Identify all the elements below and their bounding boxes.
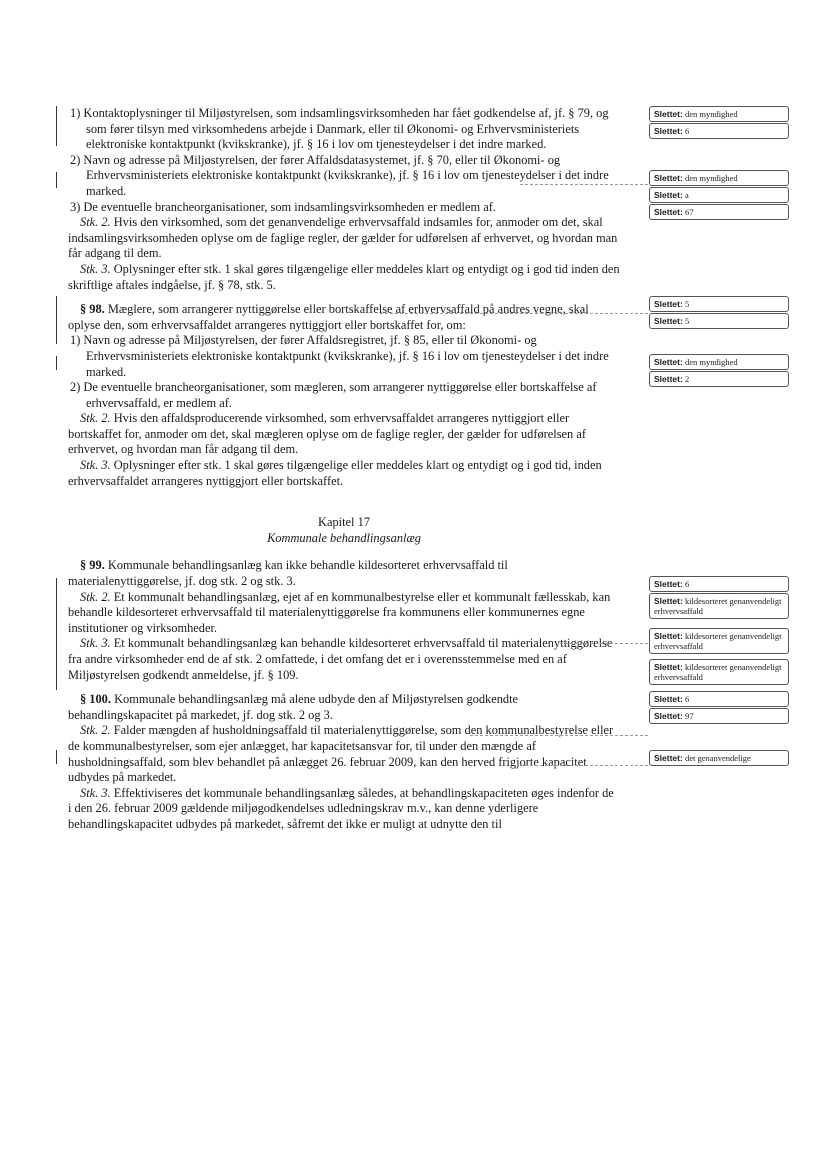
paragraph-text: Kommunale behandlingsanlæg kan ikke behandle kildesorteret erhvervsaffald til materialenyttiggørelse, jf. dog stk. 2 og stk. 3. — [68, 558, 508, 589]
deleted-comment[interactable] — [649, 204, 789, 220]
change-bar — [56, 106, 57, 146]
change-bar — [56, 172, 57, 188]
comment-label: Slettet: — [654, 753, 683, 763]
paragraph — [68, 786, 620, 833]
stk-label: Stk. 3. — [80, 636, 111, 651]
paragraph-text: Falder mængden af husholdningsaffald til materialenyttiggørelse, som den kommunalbestyrelse eller de kommunalbestyrelser, som ejer anlægget, har kapacitetsansvar for, til under den mængde af husholdningsaffald, som blev behandlet på anlægget 26. februar 2009, kan den herved frigjorte kapacitet udbydes på markedet. — [68, 723, 614, 785]
comment-leader — [380, 313, 648, 314]
section-paragraph — [68, 558, 620, 589]
section-number: § 100. — [80, 692, 111, 707]
comment-text: 6 — [684, 694, 690, 704]
comment-text: 67 — [684, 207, 694, 217]
deleted-comment[interactable] — [649, 691, 789, 707]
list-item: 2) Navn og adresse på Miljøstyrelsen, der fører Affaldsdatasystemet, jf. § 70, eller til Økonomi- og Erhvervsministeriets elektroniske kontaktpunkt (kvikskranke), jf. § 16 i lov om tjenesteydelser i det indre marked. — [70, 152, 609, 198]
comment-leader — [520, 765, 648, 766]
change-bar — [56, 296, 57, 344]
comment-label: Slettet: — [654, 711, 683, 721]
paragraph-text: Oplysninger efter stk. 1 skal gøres tilgængelige eller meddeles klart og entydigt og i god tid, inden erhvervsaffaldet arrangeres nyttiggjort eller bortskaffet. — [68, 458, 602, 488]
list-item: 2) De eventuelle brancheorganisationer, som mægleren, som arrangerer nyttiggørelse eller bortskaffelse af erhvervsaffald, er medlem af. — [70, 380, 597, 410]
paragraph — [68, 590, 620, 637]
stk-label: Stk. 3. — [80, 458, 111, 473]
paragraph-text: Et kommunalt behandlingsanlæg, ejet af en kommunalbestyrelse eller et kommunalt fællesskab, kan behandle kildesorteret erhvervsaffald til materialenyttiggørelse fra kommunens eller kommunernes egne institutioner og virksomheder. — [68, 589, 611, 635]
comment-label: Slettet: — [654, 207, 683, 217]
comment-text: 97 — [684, 711, 694, 721]
comment-label: Slettet: — [654, 694, 683, 704]
comment-text: kildesorteret genanvendeligt erhvervsaffald — [654, 631, 782, 651]
list-item: 3) De eventuelle brancheorganisationer, som indsamlingsvirksomheden er medlem af. — [70, 199, 496, 214]
deleted-comment[interactable] — [649, 296, 789, 312]
deleted-comment[interactable] — [649, 371, 789, 387]
comment-label: Slettet: — [654, 357, 683, 367]
document-body — [68, 106, 620, 833]
list-item: 1) Navn og adresse på Miljøstyrelsen, der fører Affaldsregistret, jf. § 85, eller til Økonomi- og Erhvervsministeriets elektroniske kontaktpunkt (kvikskranke), jf. § 16 i lov om tjenesteydelser i det indre marked. — [70, 333, 609, 379]
deleted-comment[interactable] — [649, 106, 789, 122]
comment-label: Slettet: — [654, 596, 683, 606]
comment-label: Slettet: — [654, 299, 683, 309]
paragraph — [68, 411, 620, 458]
chapter-subtitle: Kommunale behandlingsanlæg — [267, 530, 421, 545]
comment-leader — [470, 735, 648, 736]
change-bar — [56, 578, 57, 690]
comment-text: den myndighed — [684, 109, 738, 119]
deleted-comment[interactable] — [649, 576, 789, 592]
paragraph — [68, 636, 620, 683]
comment-text: 6 — [684, 579, 690, 589]
comment-leader — [560, 643, 648, 644]
comment-text: a — [684, 190, 689, 200]
paragraph — [68, 723, 620, 785]
comment-text: 5 — [684, 299, 690, 309]
paragraph-text: Kommunale behandlingsanlæg må alene udbyde den af Miljøstyrelsen godkendte behandlingskapacitet på markedet, jf. dog stk. 2 og 3. — [68, 692, 519, 722]
comment-leader — [520, 184, 648, 185]
comment-text: den myndighed — [684, 357, 738, 367]
deleted-comment[interactable] — [649, 628, 789, 654]
deleted-comment[interactable] — [649, 708, 789, 724]
comment-label: Slettet: — [654, 126, 683, 136]
comment-text: 6 — [684, 126, 690, 136]
paragraph-text: Effektiviseres det kommunale behandlingsanlæg således, at behandlingskapaciteten øges indenfor de i den 26. februar 2009 gældende miljøgodkendelses udledningskrav m.v., kan denne yderligere behandlingskapacitet udbydes på markedet, såfremt det ikke er muligt at udnytte den til — [68, 785, 614, 831]
paragraph-text: Oplysninger efter stk. 1 skal gøres tilgængelige eller meddeles klart og entydigt og i god tid inden den skriftlige aftales indgåelse, jf. § 78, stk. 5. — [68, 261, 620, 292]
stk-label: Stk. 2. — [80, 723, 111, 738]
comment-label: Slettet: — [654, 662, 683, 672]
paragraph-text: Mæglere, som arrangerer nyttiggørelse eller bortskaffelse af erhvervsaffald på andres vegne, skal oplyse den, som erhvervsaffaldet arrangeres nyttiggjort eller bortskaffet for, om: — [68, 302, 589, 332]
deleted-comment[interactable] — [649, 659, 789, 685]
section-paragraph — [68, 692, 620, 723]
comment-text: den myndighed — [684, 173, 738, 183]
deleted-comment[interactable] — [649, 187, 789, 203]
comment-text: kildesorteret genanvendeligt erhvervsaffald — [654, 662, 782, 682]
paragraph-text: Hvis den affaldsproducerende virksomhed, som erhvervsaffaldet arrangeres nyttiggjort eller bortskaffet for, anmoder om det, skal mægleren oplyse om de faglige regler, der gælder for udførelsen af erhvervet, og hvordan man får adgang til dem. — [68, 411, 586, 457]
paragraph-text: Et kommunalt behandlingsanlæg kan behandle kildesorteret erhvervsaffald til materialenyttiggørelse fra andre virksomheder end de af stk. 2 omfattede, i det omfang det er i overensstemmelse med en af Miljøstyrelsen godkendt anmeldelse, jf. § 109. — [68, 636, 613, 682]
deleted-comment[interactable] — [649, 170, 789, 186]
paragraph — [68, 215, 620, 262]
chapter-title: Kapitel 17 — [318, 515, 370, 530]
change-bar — [56, 356, 57, 370]
comment-label: Slettet: — [654, 190, 683, 200]
deleted-comment[interactable] — [649, 750, 789, 766]
stk-label: Stk. 3. — [80, 261, 111, 276]
comment-label: Slettet: — [654, 316, 683, 326]
section-paragraph — [68, 302, 620, 333]
comment-label: Slettet: — [654, 173, 683, 183]
section-number: § 98. — [80, 302, 105, 317]
stk-label: Stk. 2. — [80, 215, 111, 230]
paragraph-text: Hvis den virksomhed, som det genanvendelige erhvervsaffald indsamles for, anmoder om det, skal indsamlingsvirksomheden oplyse om de faglige regler, der gælder for udførelsen af erhvervet, og hvordan man får adgang til dem. — [68, 215, 618, 261]
stk-label: Stk. 2. — [80, 589, 111, 604]
list-item: 1) Kontaktoplysninger til Miljøstyrelsen, som indsamlingsvirksomheden har fået godkendelse af, jf. § 79, og som fører tilsyn med virksomhedens arbejde i Danmark, eller til Økonomi- og Erhvervsministeriets elektroniske kontaktpunkt (kvikskranke), jf. § 16 i lov om tjenesteydelser i det indre marked. — [70, 106, 609, 152]
stk-label: Stk. 2. — [80, 411, 111, 426]
comment-label: Slettet: — [654, 631, 683, 641]
deleted-comment[interactable] — [649, 123, 789, 139]
comment-text: 5 — [684, 316, 690, 326]
deleted-comment[interactable] — [649, 354, 789, 370]
change-bar — [56, 750, 57, 764]
stk-label: Stk. 3. — [80, 785, 111, 800]
paragraph — [68, 262, 620, 293]
deleted-comment[interactable] — [649, 593, 789, 619]
deleted-comment[interactable] — [649, 313, 789, 329]
comment-label: Slettet: — [654, 579, 683, 589]
comment-text: det genanvendelige — [684, 753, 751, 763]
comment-text: kildesorteret genanvendeligt erhvervsaffald — [654, 596, 782, 616]
comment-label: Slettet: — [654, 374, 683, 384]
comment-label: Slettet: — [654, 109, 683, 119]
paragraph — [68, 458, 620, 489]
section-number: § 99. — [80, 558, 105, 573]
comment-text: 2 — [684, 374, 690, 384]
